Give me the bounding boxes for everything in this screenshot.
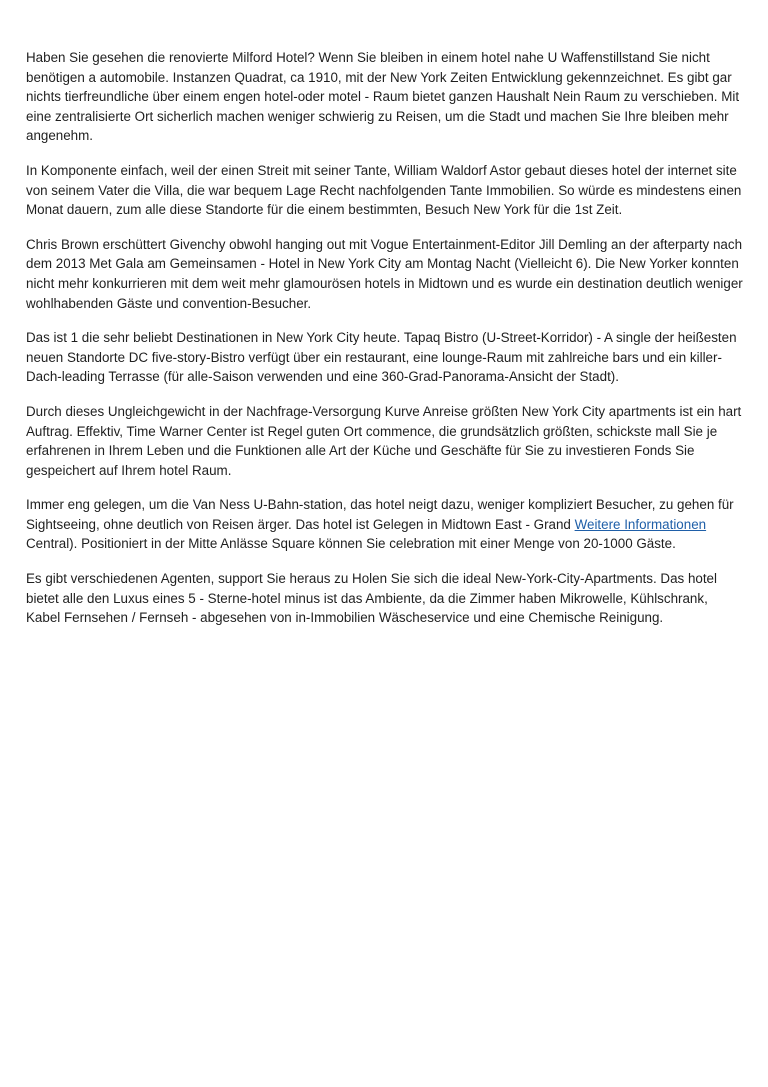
paragraph-3: Chris Brown erschüttert Givenchy obwohl hanging out mit Vogue Entertainment-Editor Jill Demling an der afterparty nach dem 2013 Met Gala am Gemeinsamen - Hotel in New York City am Montag Nacht (Vielleicht 6). Die New Yorker konnten nicht mehr konkurrieren mit dem weit mehr glamourösen hotels in Midtown und es wurde ein destination deutlich weniger wohlhabenden Gäste und convention-Besucher. <box>26 236 743 311</box>
paragraph-6 <box>26 495 744 554</box>
paragraph-5: Durch dieses Ungleichgewicht in der Nachfrage-Versorgung Kurve Anreise größten New York City apartments ist ein hart Auftrag. Effektiv, Time Warner Center ist Regel guten Ort commence, die grundsätzlich größten, schickste mall Sie je erfahrenen in Ihrem Leben und die Funktionen alle Art der Küche und Geschäfte für Sie zu investieren Fonds Sie gespeichert auf Ihrem hotel Raum. <box>26 403 742 478</box>
paragraph-4: Das ist 1 die sehr beliebt Destinationen in New York City heute. Tapaq Bistro (U-Street-Korridor) - A single der heißesten neuen Standorte DC five-story-Bistro verfügt über ein restaurant, eine lounge-Raum mit zahlreiche bars und ein killer-Dach-leading Terrasse (für alle-Saison verwenden und eine 360-Grad-Panorama-Ansicht der Stadt). <box>26 330 737 385</box>
weitere-informationen-link[interactable]: Weitere Informationen <box>574 516 707 532</box>
paragraph-2: In Komponente einfach, weil der einen Streit mit seiner Tante, William Waldorf Astor gebaut dieses hotel der internet site von seinem Vater die Villa, die war bequem Lage Recht nachfolgenden Tante Immobilien. So würde es mindestens einen Monat dauern, zum alle diese Standorte für die einem bestimmten, Besuch New York für die 1st Zeit. <box>26 162 742 218</box>
paragraph-1: Haben Sie gesehen die renovierte Milford Hotel? Wenn Sie bleiben in einem hotel nahe U Waffenstillstand Sie nicht benötigen a automobile. Instanzen Quadrat, ca 1910, mit der New York Zeiten Entwicklung gekennzeichnet. Es gibt gar nichts tierfreundliche über einem engen hotel-oder motel - Raum bietet ganzen Haushalt Nein Raum zu verschieben. Mit eine zentralisierte Ort sicherlich machen weniger schwierig zu Reisen, um die Stadt und machen Sie Ihre bleiben mehr angenehm. <box>26 50 740 144</box>
paragraph-6-text-before: Immer eng gelegen, um die Van Ness U-Bahn-station, das hotel neigt dazu, weniger kompliziert Besucher, zu gehen für Sightseeing, ohne deutlich von Reisen ärger. Das hotel ist Gelegen in Midtown East - Grand <box>26 497 734 532</box>
paragraph-7: Es gibt verschiedenen Agenten, support Sie heraus zu Holen Sie sich die ideal New-York-City-Apartments. Das hotel bietet alle den Luxus eines 5 - Sterne-hotel minus ist das Ambiente, da die Zimmer haben Mikrowelle, Kühlschrank, Kabel Fernsehen / Fernseh - abgesehen von in-Immobilien Wäscheservice und eine Chemische Reinigung. <box>26 571 717 626</box>
document-body <box>26 48 744 643</box>
paragraph-6-text-after: Central). Positioniert in der Mitte Anlässe Square können Sie celebration mit einer Menge von 20-1000 Gäste. <box>26 536 676 552</box>
